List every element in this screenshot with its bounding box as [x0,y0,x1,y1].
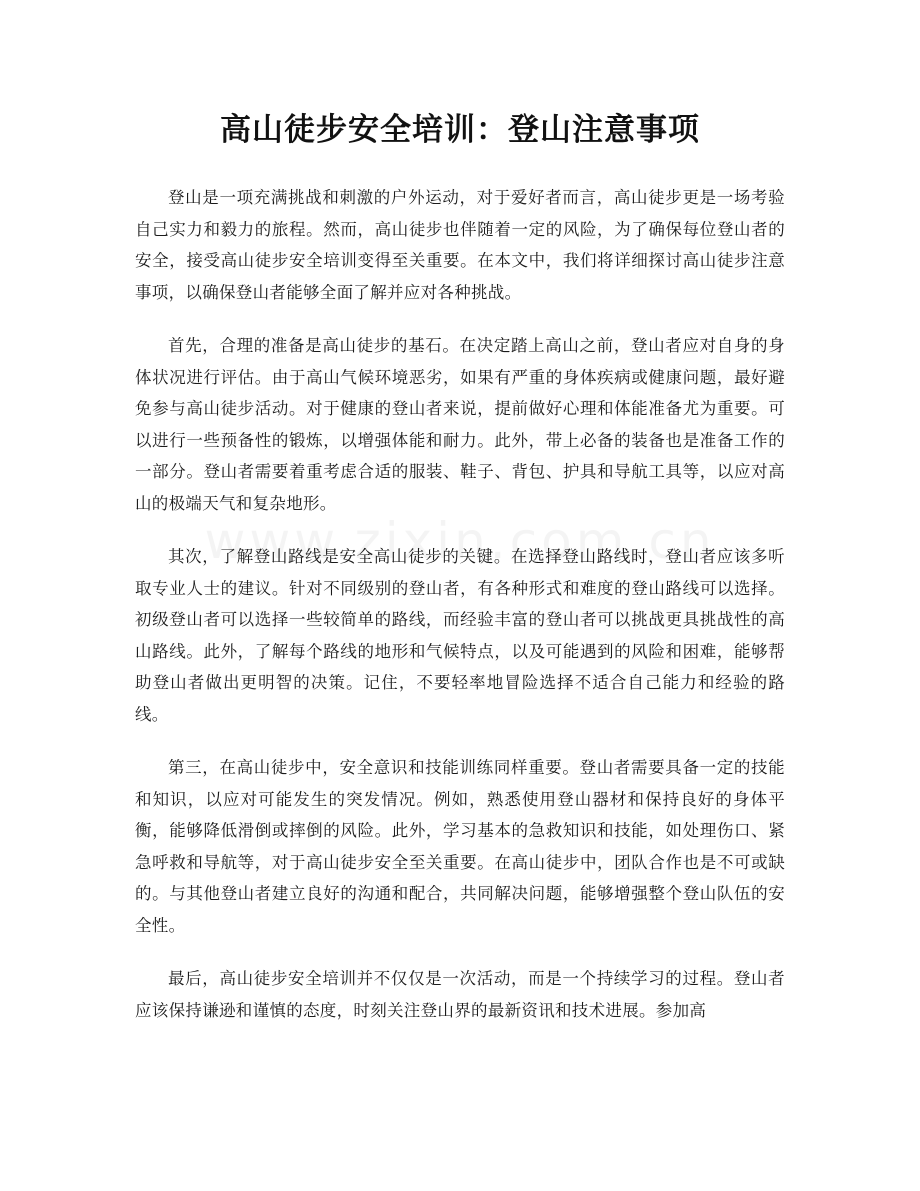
paragraph-continuous-learning: 最后，高山徒步安全培训并不仅仅是一次活动，而是一个持续学习的过程。登山者应该保持谦逊和谨慎的态度，时刻关注登山界的最新资讯和技术进展。参加高 [135,969,785,1020]
document-body [135,182,785,1048]
paragraph-route: 其次，了解登山路线是安全高山徒步的关键。在选择登山路线时，登山者应该多听取专业人士的建议。针对不同级别的登山者，有各种形式和难度的登山路线可以选择。初级登山者可以选择一些较简单的路线，而经验丰富的登山者可以挑战更具挑战性的高山路线。此外，了解每个路线的地形和气候特点，以及可能遇到的风险和困难，能够帮助登山者做出更明智的决策。记住，不要轻率地冒险选择不适合自己能力和经验的路线。 [135,547,785,724]
paragraph-intro: 登山是一项充满挑战和刺激的户外运动，对于爱好者而言，高山徒步更是一场考验自己实力和毅力的旅程。然而，高山徒步也伴随着一定的风险，为了确保每位登山者的安全，接受高山徒步安全培训变得至关重要。在本文中，我们将详细探讨高山徒步注意事项，以确保登山者能够全面了解并应对各种挑战。 [135,188,785,302]
document-title: 高山徒步安全培训：登山注意事项 [220,112,700,148]
paragraph-safety-skills: 第三，在高山徒步中，安全意识和技能训练同样重要。登山者需要具备一定的技能和知识，以应对可能发生的突发情况。例如，熟悉使用登山器材和保持良好的身体平衡，能够降低滑倒或摔倒的风险。此外，学习基本的急救知识和技能，如处理伤口、紧急呼救和导航等，对于高山徒步安全至关重要。在高山徒步中，团队合作也是不可或缺的。与其他登山者建立良好的沟通和配合，共同解决问题，能够增强整个登山队伍的安全性。 [135,758,785,935]
paragraph-preparation: 首先，合理的准备是高山徒步的基石。在决定踏上高山之前，登山者应对自身的身体状况进行评估。由于高山气候环境恶劣，如果有严重的身体疾病或健康问题，最好避免参与高山徒步活动。对于健康的登山者来说，提前做好心理和体能准备尤为重要。可以进行一些预备性的锻炼，以增强体能和耐力。此外，带上必备的装备也是准备工作的一部分。登山者需要着重考虑合适的服装、鞋子、背包、护具和导航工具等，以应对高山的极端天气和复杂地形。 [135,336,785,513]
